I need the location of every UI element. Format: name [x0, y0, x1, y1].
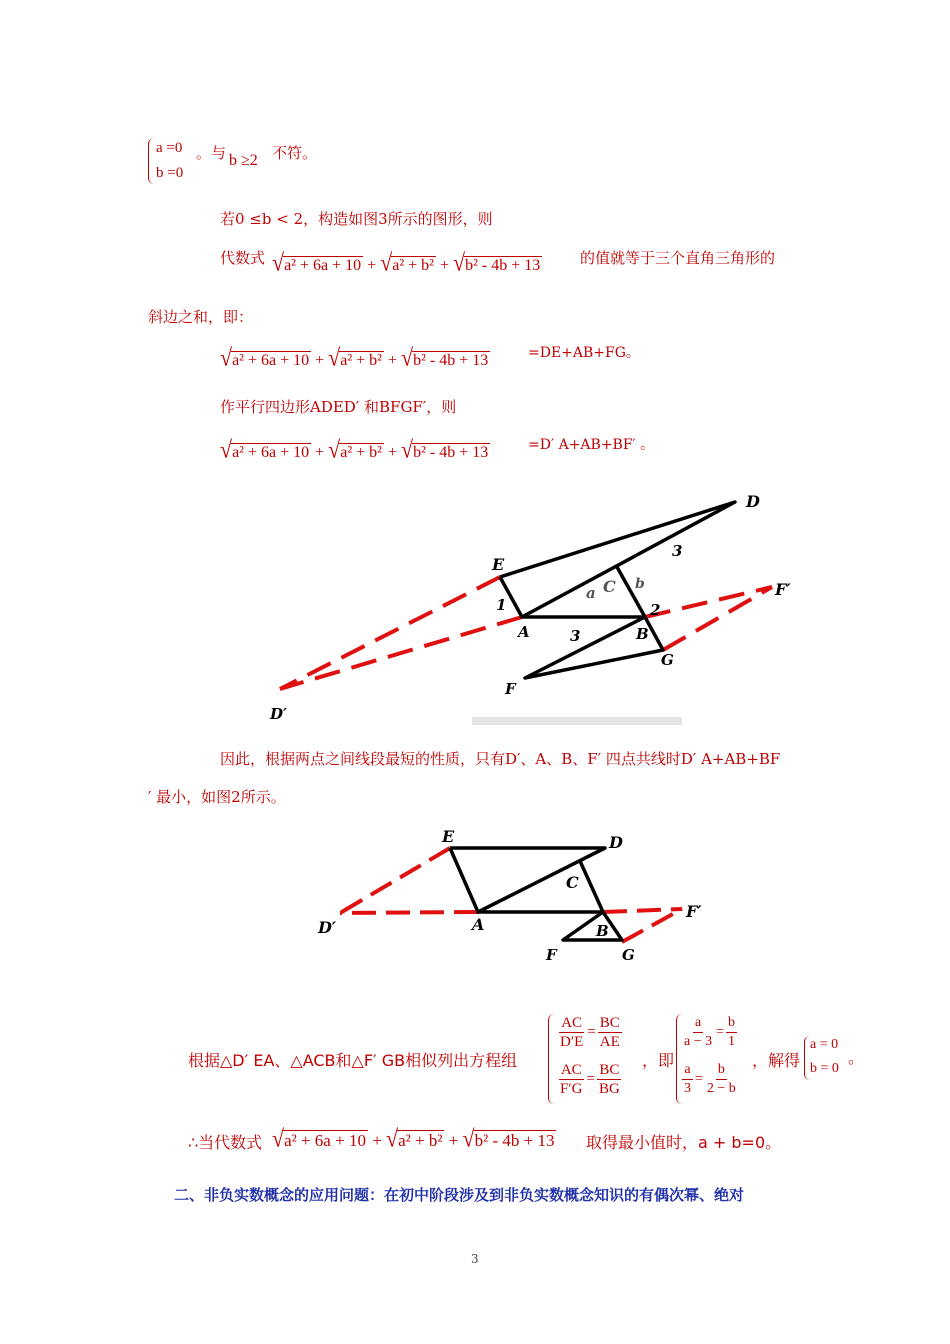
line1-cond: b ≥2	[229, 152, 258, 169]
fig2-dash-bf	[603, 909, 682, 912]
line4: 斜边之和，即：	[148, 308, 254, 326]
solution-a: a = 0	[810, 1037, 839, 1052]
fig2-dash-ed	[340, 848, 450, 913]
system-b: b =0	[156, 165, 184, 181]
fig3-label-a: a	[586, 584, 596, 602]
line8: 因此，根据两点之间线段最短的性质，只有D′、A、B、F′ 四点共线时D′ A+AB+BF	[220, 750, 781, 768]
fig3-label-A: A	[518, 623, 530, 641]
fig3-triangle-ade	[500, 502, 735, 617]
fig3-label-2: 2	[650, 601, 661, 619]
equation-2: $\frac{AC}{F'G}$ = $\frac{BC}{BG}$	[560, 1062, 620, 1097]
fig2-triangle-bfg	[563, 912, 622, 940]
line3-suffix: 的值就等于三个直角三角形的	[580, 249, 776, 267]
solution-b: b = 0	[810, 1061, 839, 1076]
fig3-label-e: E	[492, 555, 505, 574]
figure-2	[310, 820, 730, 970]
line7-suffix: =D′ A+AB+BF′ 。	[528, 437, 655, 453]
fig3-label-3b: 3	[570, 627, 581, 645]
fig3-label-b: b	[635, 576, 645, 592]
fig2-label-D: D	[609, 833, 623, 852]
line11-prefix: ∴当代数式	[188, 1133, 263, 1152]
fig2-dash-gf	[622, 909, 682, 942]
line9: ′ 最小，如图2所示。	[148, 788, 286, 806]
page-number: 3	[471, 1252, 479, 1266]
fig2-label-F: F	[546, 946, 557, 964]
fig3-segment-cb	[617, 567, 645, 617]
fig3-label-3a: 3	[672, 542, 683, 560]
fig2-label-E: E	[442, 827, 455, 846]
fig2-triangle-ade	[450, 848, 605, 912]
fig2-label-C: C	[566, 873, 579, 892]
fig2-label-fprime: F′	[686, 902, 702, 921]
fig3-label-G: G	[661, 651, 674, 669]
figure-3	[260, 485, 820, 725]
fig3-dash-bf	[645, 587, 772, 617]
line10-end: 。	[848, 1048, 865, 1067]
line2: 若0 ≤b < 2，构造如图3所示的图形，则	[220, 210, 493, 228]
section-heading: 二、非负实数概念的应用问题：在初中阶段涉及到非负实数概念知识的有偶次幂、绝对	[174, 1186, 745, 1204]
expression-1: √a² + 6a + 10 + √a² + b² + √b² - 4b + 13	[272, 248, 541, 277]
line6: 作平行四边形ADED′ 和BFGF′，则	[220, 398, 457, 416]
fig3-caption-cut	[472, 717, 682, 725]
line1-text-2: 不符。	[272, 144, 318, 162]
line3-prefix: 代数式	[220, 249, 266, 267]
equation-1: $\frac{AC}{D'E}$ = $\frac{BC}{AE}$	[560, 1015, 620, 1050]
fig2-label-dprime: D′	[318, 918, 337, 937]
expression-4: √a² + 6a + 10 + √a² + b² + √b² - 4b + 13	[272, 1124, 555, 1153]
fig3-label-fprime: F′	[775, 580, 791, 599]
line1-text-1: 。与	[196, 144, 227, 162]
equation-3: $\frac{a}{a - 3}$ = $\frac{b}{1}$	[684, 1015, 736, 1049]
line10-prefix: 根据△D′ EA、△ACB和△F′ GB相似列出方程组	[188, 1051, 518, 1070]
line11-suffix: 取得最小值时，a + b=0。	[586, 1133, 782, 1152]
fig3-label-c: C	[603, 577, 616, 596]
fig3-label-dprime: D′	[270, 705, 287, 723]
fig3-label-B: B	[636, 625, 649, 643]
expression-3: √a² + 6a + 10 + √a² + b² + √b² - 4b + 13	[220, 435, 489, 464]
fig2-segment-cb	[580, 861, 603, 912]
expression-2: √a² + 6a + 10 + √a² + b² + √b² - 4b + 13	[220, 343, 489, 372]
line5-suffix: =DE+AB+FG。	[528, 345, 640, 361]
fig3-label-F: F	[505, 680, 516, 698]
fig3-label-d: D	[746, 492, 760, 511]
equation-4: $\frac{a}{3}$ = $\frac{b}{2 - b}$	[684, 1062, 736, 1096]
fig2-label-G: G	[622, 946, 635, 964]
line10-mid: ，即	[642, 1051, 675, 1070]
system-a: a =0	[156, 140, 183, 156]
fig2-dash-ad	[340, 912, 478, 913]
fig3-dash-ad	[280, 617, 522, 689]
fig3-label-1: 1	[496, 596, 507, 614]
line10-solve: ，解得	[752, 1051, 801, 1070]
fig2-label-A: A	[472, 915, 485, 934]
fig3-dash-gf	[663, 587, 772, 650]
fig2-label-B: B	[596, 922, 609, 940]
